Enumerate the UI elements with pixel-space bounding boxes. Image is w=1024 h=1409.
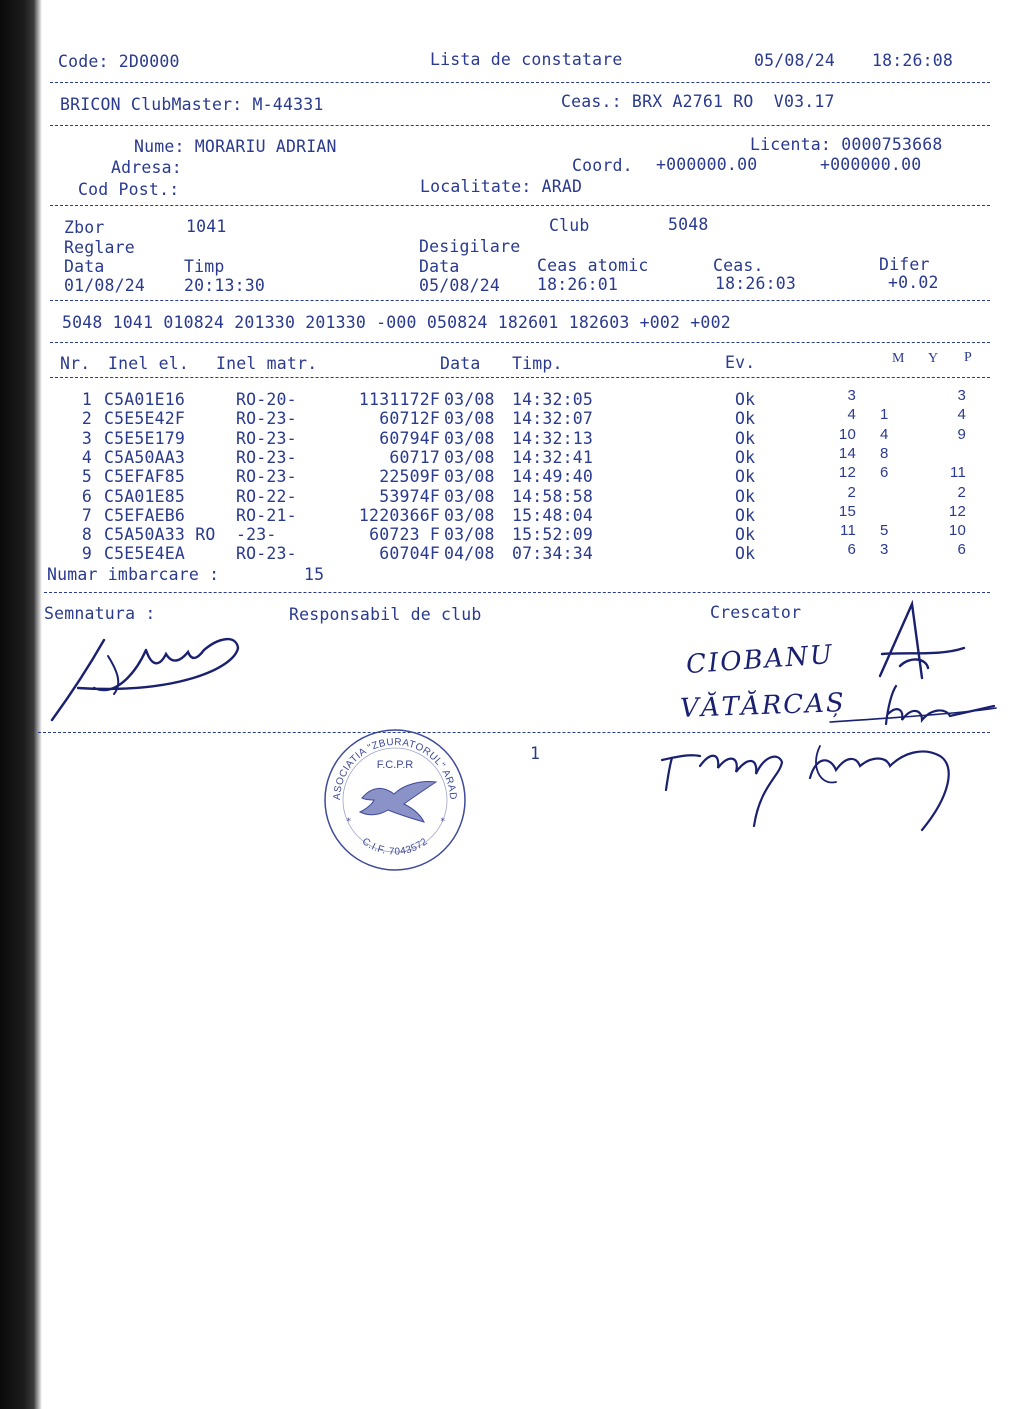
- rank-m: 11: [840, 522, 856, 540]
- ring-number: 60723 F: [369, 525, 440, 545]
- rank-y: 3: [880, 541, 889, 559]
- document-title: Lista de constatare: [430, 50, 623, 69]
- rank-p: 3: [957, 387, 966, 404]
- arrival-time: 14:49:40: [512, 467, 594, 487]
- col-nr: Nr.: [60, 354, 91, 373]
- stamp-fcpr: F.C.P.R: [376, 759, 414, 771]
- signatures-scribble: [660, 596, 1000, 836]
- ring-prefix: RO-23-: [236, 428, 297, 448]
- ring-prefix: RO-20-: [236, 390, 297, 409]
- separator: [50, 342, 990, 343]
- arrival-time: 14:32:07: [512, 409, 594, 429]
- row-number: 1: [81, 390, 92, 409]
- coord-x: +000000.00: [656, 155, 758, 174]
- atomic-time: 18:26:01: [537, 275, 619, 294]
- event-status: Ok: [735, 505, 756, 525]
- rank-p: 9: [957, 425, 966, 443]
- print-time: 18:26:08: [872, 51, 954, 70]
- reglare-label: Reglare: [64, 238, 135, 257]
- arrival-time: 14:32:41: [512, 447, 594, 467]
- event-status: Ok: [735, 390, 756, 409]
- reg-time-label: Timp: [184, 257, 225, 276]
- print-date: 05/08/24: [754, 51, 836, 70]
- desigilare-label: Desigilare: [419, 237, 521, 256]
- rank-m: 15: [838, 502, 856, 520]
- separator: [38, 732, 990, 733]
- svg-text:*: *: [346, 817, 352, 827]
- clock-id: Ceas.: BRX A2761 RO V03.17: [561, 92, 835, 111]
- arrival-date: 03/08: [444, 447, 495, 467]
- electronic-ring: C5EFAF85: [104, 467, 186, 487]
- arrival-date: 03/08: [444, 467, 495, 487]
- electronic-ring: C5E5E179: [104, 428, 186, 448]
- arrival-date: 03/08: [444, 505, 495, 525]
- event-status: Ok: [735, 544, 756, 564]
- postal-label: Cod Post.:: [78, 180, 180, 199]
- table-row: [0, 541, 1024, 564]
- address-label: Adresa:: [111, 158, 182, 177]
- reg-time: 20:13:30: [184, 276, 266, 295]
- clock-diff: +0.02: [888, 273, 939, 292]
- ring-prefix: RO-23-: [236, 409, 297, 429]
- event-status: Ok: [735, 486, 756, 506]
- clock-label: Ceas.: [713, 256, 764, 275]
- col-m: M: [892, 351, 905, 366]
- col-y: Y: [928, 351, 939, 366]
- separator: [50, 125, 990, 126]
- ring-number: 60717: [389, 447, 440, 467]
- ring-number: 60712F: [379, 409, 440, 429]
- row-number: 5: [81, 467, 92, 487]
- electronic-ring: C5E5E42F: [104, 409, 186, 429]
- svg-text:*: *: [440, 817, 446, 827]
- club-number: 5048: [668, 215, 709, 234]
- col-p: P: [964, 350, 972, 365]
- owner-name: Nume: MORARIU ADRIAN: [134, 137, 337, 156]
- arrival-time: 15:52:09: [512, 525, 594, 545]
- row-number: 3: [81, 428, 92, 448]
- clock-time: 18:26:03: [715, 274, 797, 293]
- separator: [50, 300, 990, 301]
- event-status: Ok: [735, 467, 756, 487]
- rank-y: 6: [880, 464, 889, 482]
- stamp-association-text: ASOCIATIA "ZBURATORUL" ARAD: [331, 736, 459, 801]
- ring-prefix: RO-23-: [236, 467, 297, 487]
- ring-number: 60704F: [379, 544, 440, 564]
- table-row: [0, 387, 1024, 410]
- ring-number: 53974F: [379, 486, 440, 506]
- reg-date: 01/08/24: [64, 276, 146, 295]
- license-number: Licenta: 0000753668: [750, 135, 943, 154]
- col-data: Data: [440, 354, 481, 373]
- flight-label: Zbor: [64, 218, 105, 237]
- table-row: [0, 464, 1024, 487]
- table-row: [0, 425, 1024, 449]
- club-responsible-label: Responsabil de club: [289, 605, 482, 624]
- rank-p: 12: [948, 502, 966, 520]
- electronic-ring: C5EFAEB6: [104, 505, 186, 525]
- ring-number: 1131172F: [358, 390, 440, 409]
- row-number: 6: [81, 486, 92, 506]
- event-status: Ok: [735, 428, 756, 448]
- boarding-label: Numar imbarcare :: [47, 565, 220, 584]
- handwritten-name-2: VĂTĂRCAȘ: [679, 688, 847, 724]
- row-number: 4: [81, 447, 92, 467]
- rank-m: 12: [838, 464, 856, 482]
- association-stamp: [320, 728, 470, 873]
- rank-y: 8: [880, 444, 889, 462]
- rank-m: 6: [847, 541, 856, 559]
- rank-m: 4: [847, 406, 856, 424]
- code-label: Code: 2D0000: [58, 52, 180, 71]
- electronic-ring: C5A50AA3: [104, 447, 186, 467]
- rank-p: 6: [957, 541, 966, 559]
- signature-label: Semnatura :: [44, 604, 156, 623]
- signature-scribble: [48, 628, 248, 728]
- col-ev: Ev.: [725, 353, 756, 372]
- table-row: [0, 522, 1024, 545]
- rank-p: 10: [948, 522, 966, 540]
- svg-text:C.I.F. 7043572: [360, 836, 430, 858]
- col-inel-el: Inel el.: [108, 354, 190, 373]
- rank-m: 14: [838, 444, 856, 462]
- ring-number: 60794F: [379, 428, 440, 448]
- event-status: Ok: [735, 525, 756, 545]
- arrival-time: 14:32:05: [512, 390, 594, 409]
- page-number: 1: [530, 744, 541, 763]
- arrival-date: 03/08: [444, 428, 495, 448]
- table-row: [0, 502, 1024, 526]
- handwritten-name-1: CIOBANU: [685, 639, 835, 681]
- locality: Localitate: ARAD: [420, 177, 583, 196]
- rank-m: 10: [838, 425, 856, 443]
- arrival-time: 14:32:13: [512, 428, 594, 448]
- des-date-label: Data: [419, 257, 460, 276]
- breeder-label: Crescator: [710, 603, 802, 622]
- col-timp: Timp.: [512, 354, 563, 373]
- separator: [50, 377, 990, 378]
- coord-label: Coord.: [572, 156, 633, 175]
- rank-p: 2: [957, 483, 966, 501]
- table-row: [0, 483, 1024, 507]
- boarding-count: 15: [304, 565, 325, 584]
- scan-page-edge: [0, 0, 42, 1409]
- electronic-ring: C5A01E85: [104, 486, 186, 506]
- separator: [44, 592, 990, 593]
- separator: [50, 82, 990, 83]
- atomic-clock-label: Ceas atomic: [537, 256, 649, 275]
- diff-label: Difer: [879, 255, 930, 274]
- separator: [50, 205, 990, 206]
- rank-y: 4: [880, 425, 889, 443]
- ring-prefix: -23-: [236, 525, 277, 545]
- rank-p: 4: [957, 406, 966, 424]
- row-number: 7: [81, 505, 92, 525]
- event-status: Ok: [735, 409, 756, 429]
- rank-p: 11: [950, 464, 966, 482]
- clubmaster-id: BRICON ClubMaster: M-44331: [60, 95, 324, 114]
- arrival-time: 15:48:04: [512, 505, 594, 525]
- arrival-time: 07:34:34: [512, 544, 594, 564]
- table-row: [0, 444, 1024, 468]
- stamp-cif-text: C.I.F. 7043572: [359, 836, 431, 858]
- row-number: 8: [81, 525, 92, 545]
- ring-prefix: RO-21-: [236, 505, 297, 525]
- electronic-ring: C5A50A33 RO: [104, 525, 216, 545]
- ring-prefix: RO-22-: [236, 486, 297, 506]
- des-date: 05/08/24: [419, 276, 501, 295]
- ring-number: 22509F: [379, 467, 440, 487]
- ring-prefix: RO-23-: [236, 544, 297, 564]
- event-status: Ok: [735, 447, 756, 467]
- electronic-ring: C5A01E16: [104, 390, 186, 409]
- arrival-time: 14:58:58: [512, 486, 594, 506]
- code-line: 5048 1041 010824 201330 201330 -000 050824 182601 182603 +002 +002: [62, 313, 731, 332]
- club-label: Club: [549, 216, 590, 235]
- arrival-date: 03/08: [444, 486, 495, 506]
- row-number: 9: [81, 544, 92, 564]
- electronic-ring: C5E5E4EA: [104, 544, 186, 564]
- coord-y: +000000.00: [820, 155, 922, 174]
- arrival-date: 03/08: [444, 525, 495, 545]
- rank-m: 2: [847, 483, 856, 501]
- ring-prefix: RO-23-: [236, 447, 297, 467]
- rank-y: 1: [880, 406, 889, 424]
- flight-number: 1041: [186, 217, 227, 236]
- reg-date-label: Data: [64, 257, 105, 276]
- ring-number: 1220366F: [358, 505, 440, 525]
- rank-m: 3: [847, 387, 856, 404]
- arrival-date: 03/08: [444, 409, 495, 429]
- arrival-date: 04/08: [444, 544, 495, 564]
- rank-y: 5: [880, 522, 889, 540]
- table-row: [0, 406, 1024, 429]
- row-number: 2: [81, 409, 92, 429]
- arrival-date: 03/08: [444, 390, 495, 409]
- col-inel-matr: Inel matr.: [216, 354, 318, 373]
